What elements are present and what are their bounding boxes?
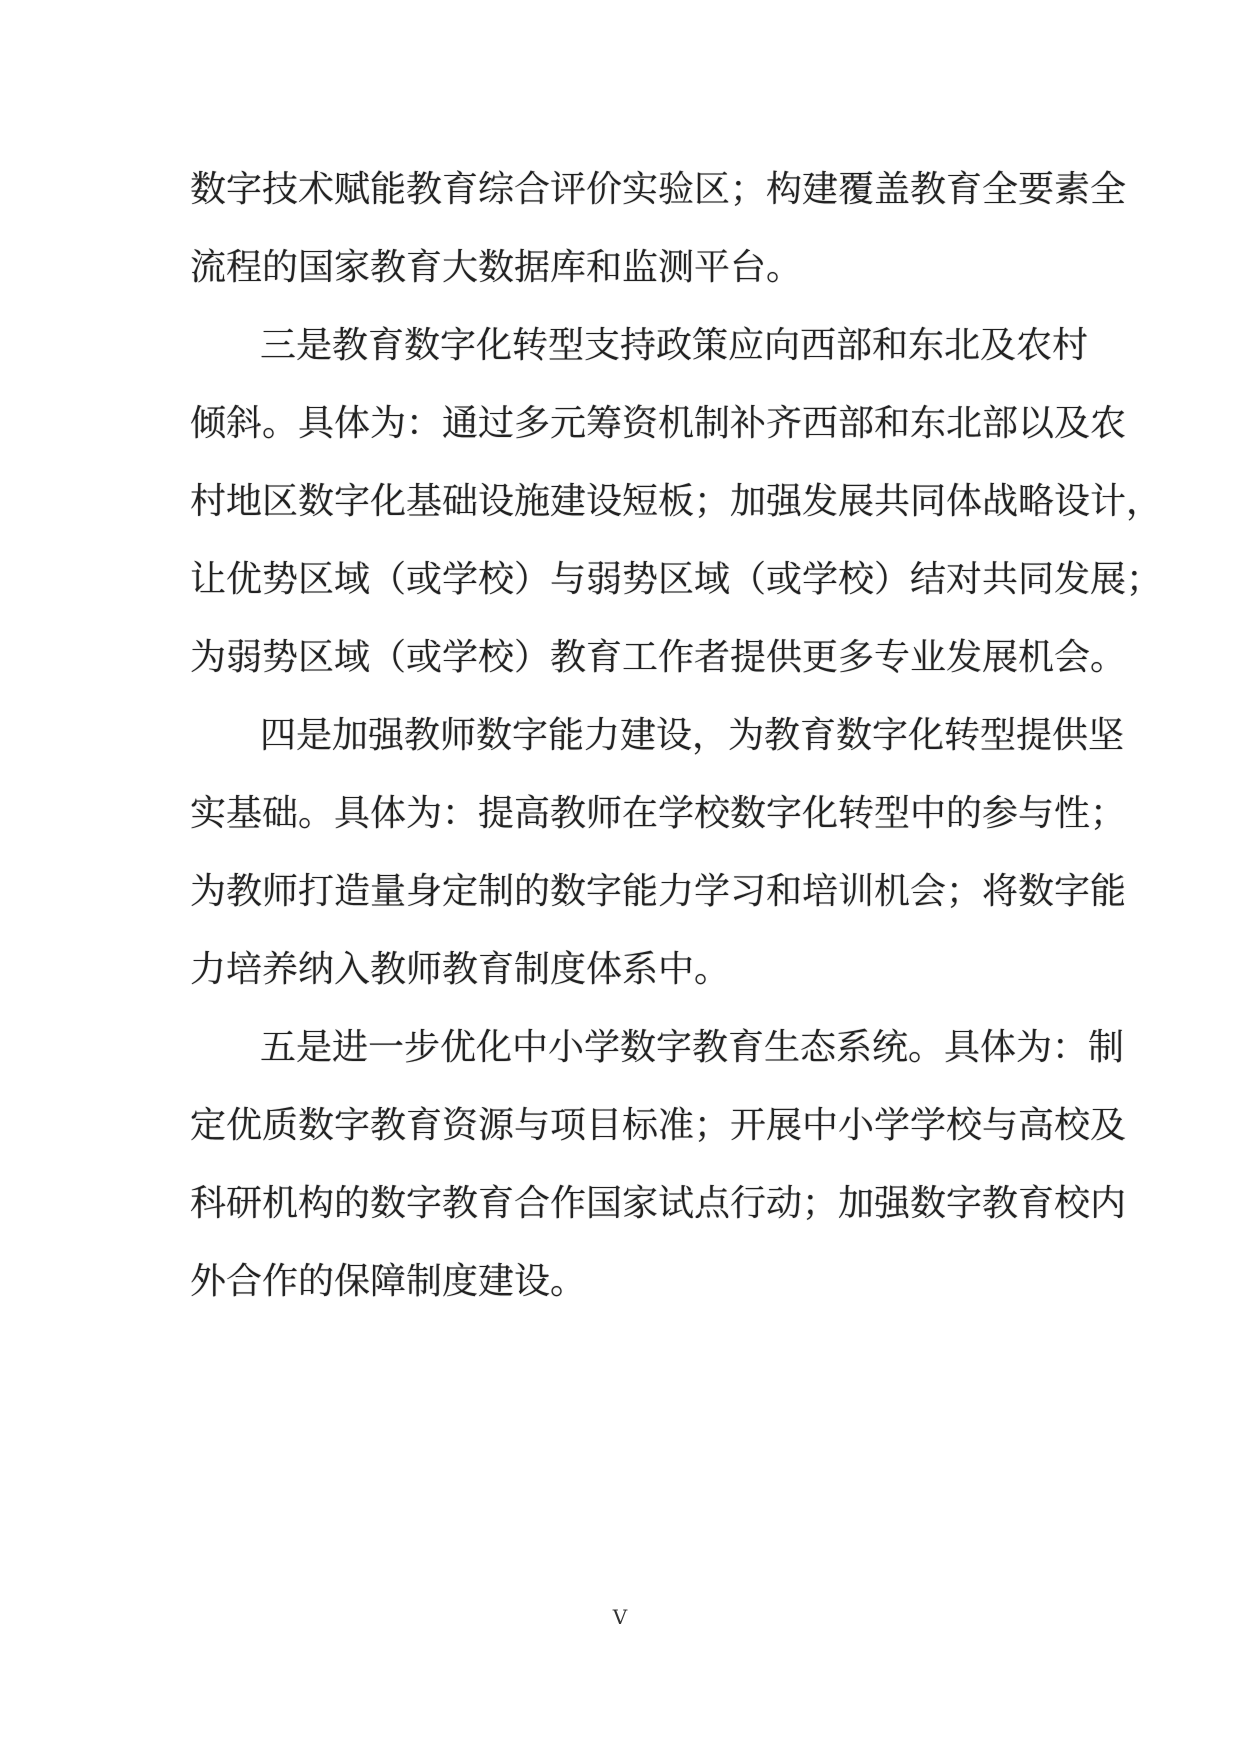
text-line: 倾斜。具体为：通过多元筹资机制补齐西部和东北部以及农 xyxy=(190,403,1127,444)
text-line: 数字技术赋能教育综合评价实验区；构建覆盖教育全要素全 xyxy=(190,169,1127,210)
text-line: 三是教育数字化转型支持政策应向西部和东北及农村 xyxy=(260,325,1089,366)
page-number: V xyxy=(612,1605,628,1629)
text-line: 让优势区域（或学校）与弱势区域（或学校）结对共同发展； xyxy=(190,559,1163,600)
text-line: 为弱势区域（或学校）教育工作者提供更多专业发展机会。 xyxy=(190,637,1127,678)
text-line: 实基础。具体为：提高教师在学校数字化转型中的参与性； xyxy=(190,793,1127,834)
text-line: 四是加强教师数字能力建设，为教育数字化转型提供坚 xyxy=(260,715,1125,756)
text-line: 力培养纳入教师教育制度体系中。 xyxy=(190,949,731,990)
text-line: 五是进一步优化中小学数字教育生态系统。具体为：制 xyxy=(260,1027,1125,1068)
text-line: 流程的国家教育大数据库和监测平台。 xyxy=(190,247,803,288)
text-line: 村地区数字化基础设施建设短板；加强发展共同体战略设计， xyxy=(190,481,1163,522)
text-line: 外合作的保障制度建设。 xyxy=(190,1261,587,1302)
text-line: 为教师打造量身定制的数字能力学习和培训机会；将数字能 xyxy=(190,871,1127,912)
text-line: 科研机构的数字教育合作国家试点行动；加强数字教育校内 xyxy=(190,1183,1127,1224)
text-line: 定优质数字教育资源与项目标准；开展中小学学校与高校及 xyxy=(190,1105,1127,1146)
